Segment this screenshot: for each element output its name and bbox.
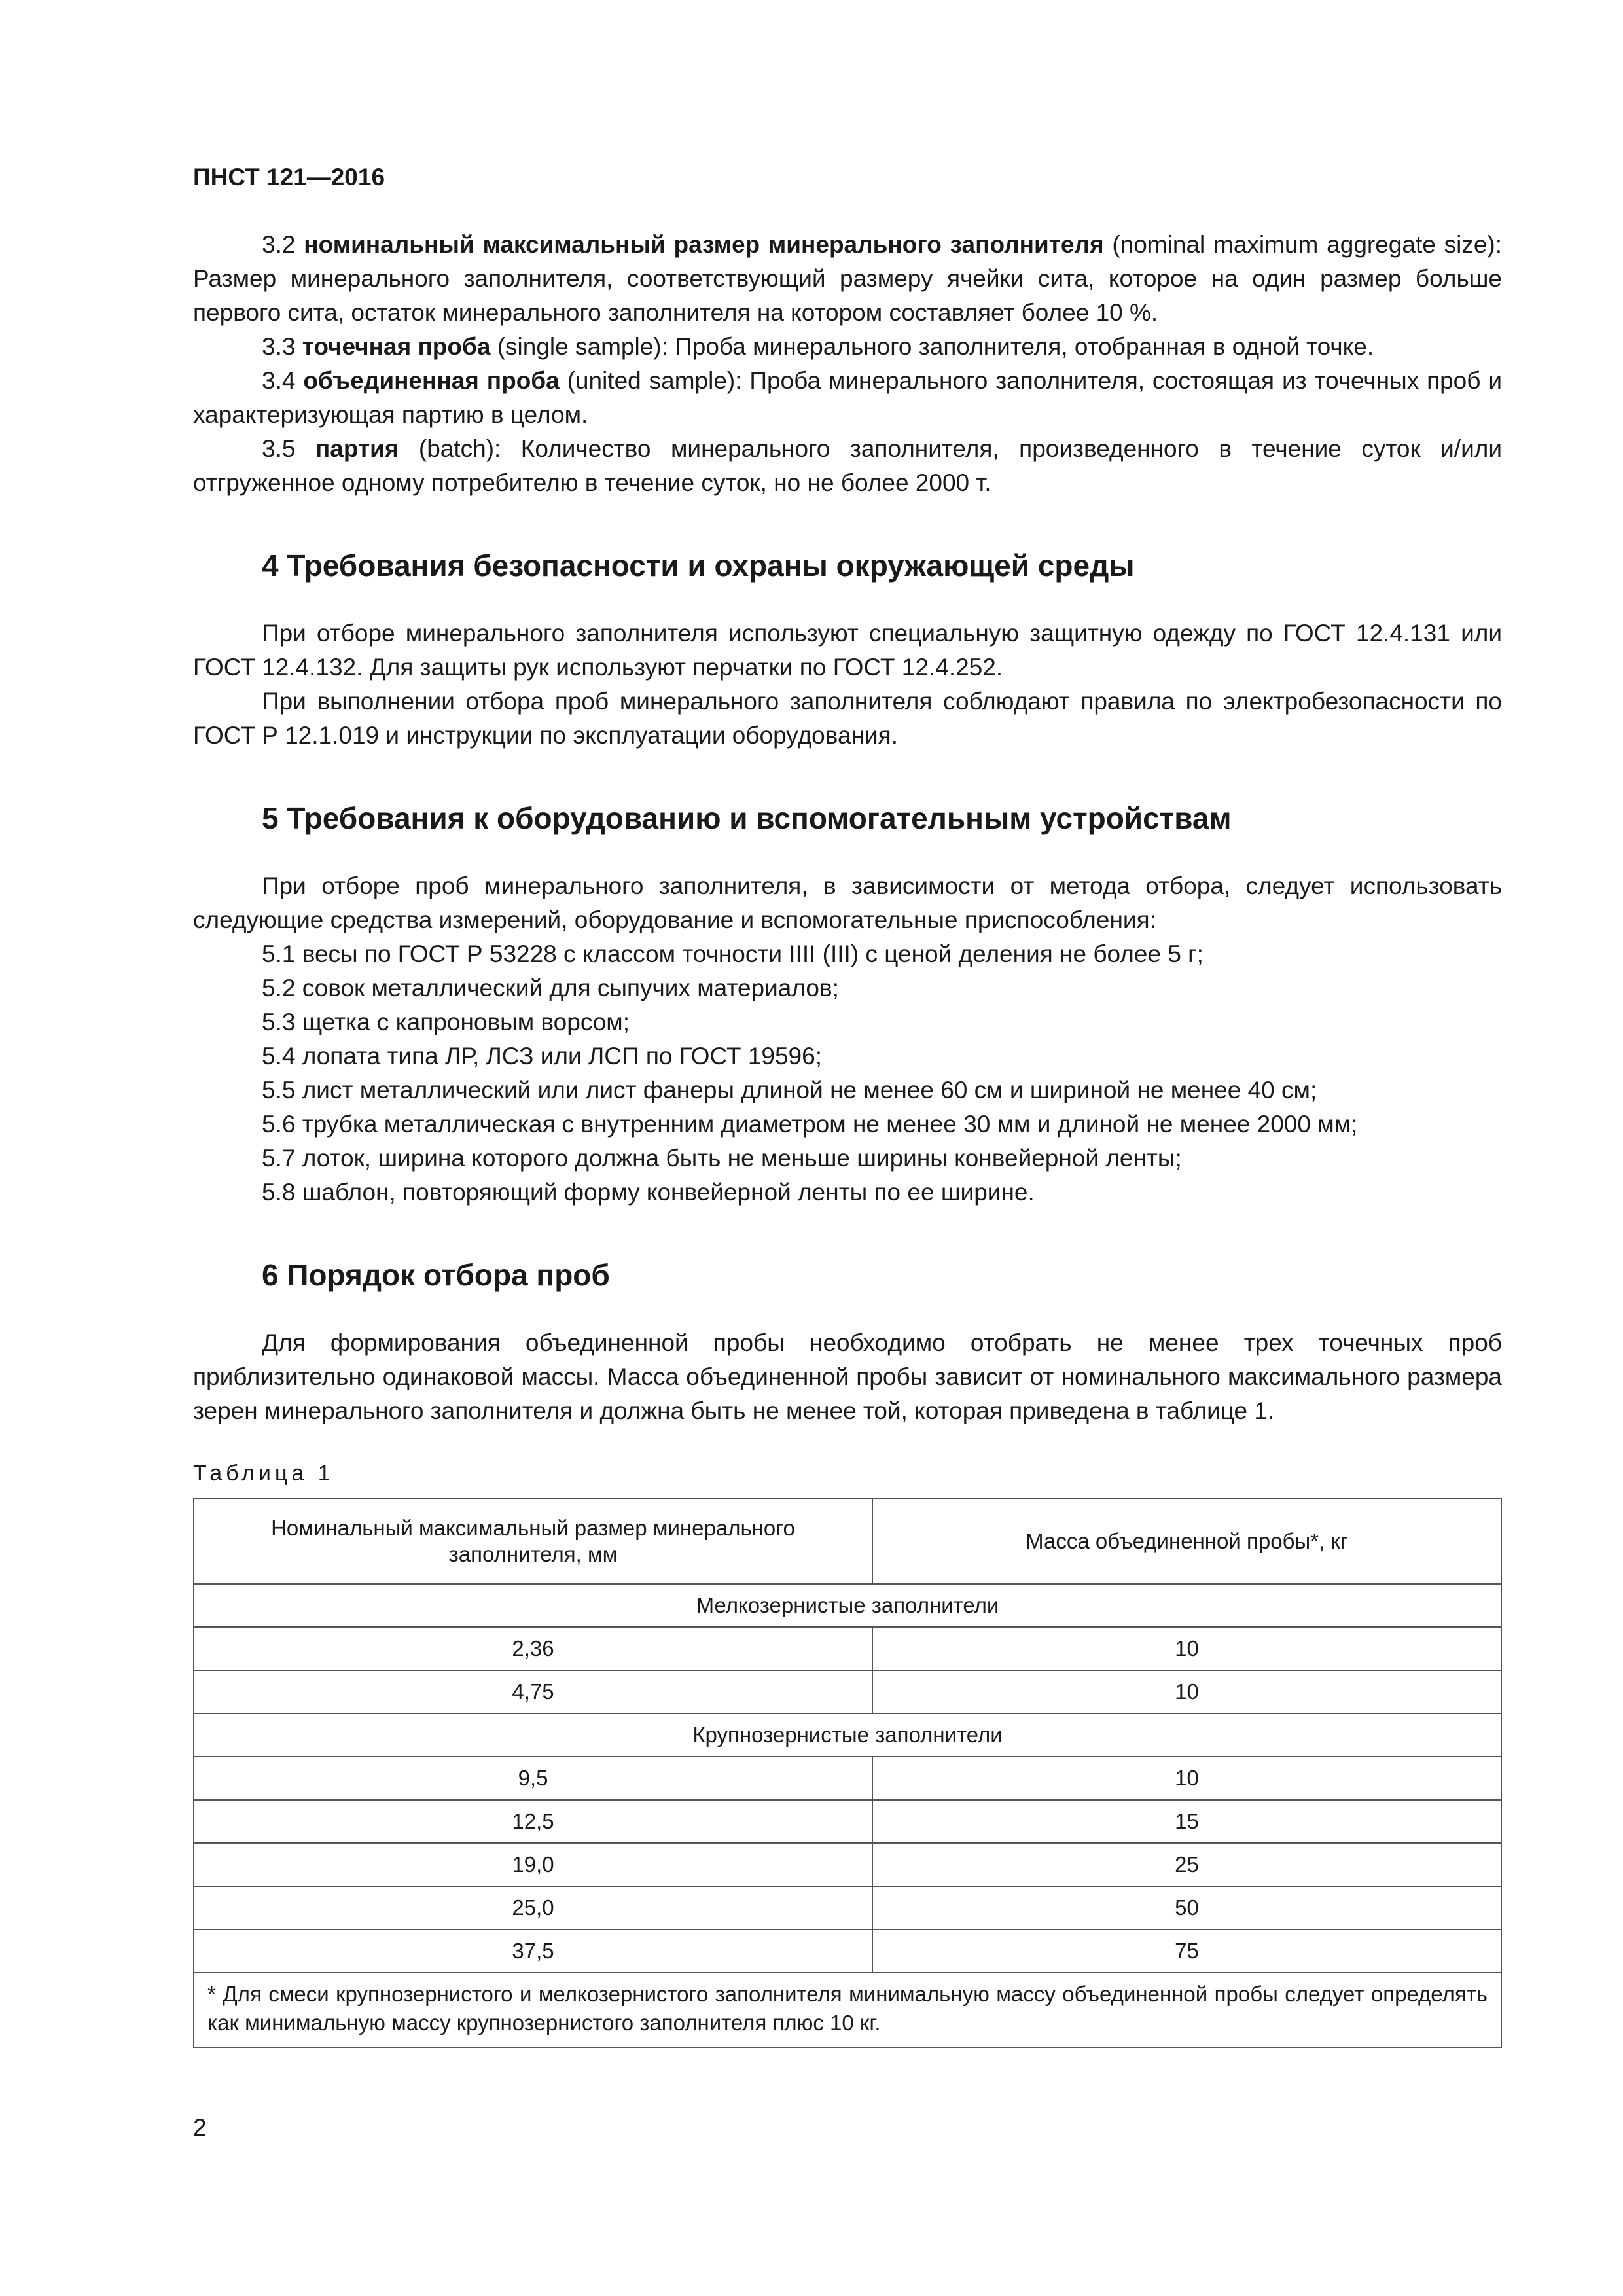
section-5-intro: При отборе проб минерального заполнителя, в зависимости от метода отбора, следует использовать следующие средства измерений, оборудование и вспомогательные приспособления: <box>193 872 1502 933</box>
page-content <box>193 228 1502 2048</box>
section-4-title: 4 Требования безопасности и охраны окружающей среды <box>262 548 1135 583</box>
list-item-5-7: 5.7 лоток, ширина которого должна быть не меньше ширины конвейерной ленты; <box>262 1145 1182 1172</box>
table-footnote: * Для смеси крупнозернистого и мелкозернистого заполнителя минимальную массу объединенной пробы следует определять как минимальную массу крупнозернистого заполнителя плюс 10 кг. <box>194 1973 1501 2047</box>
table-cell: 10 <box>872 1757 1501 1800</box>
table-group-label: Мелкозернистые заполнители <box>194 1584 1501 1627</box>
definition-3-4 <box>193 364 1502 432</box>
table-group-row <box>194 1584 1501 1627</box>
table-row <box>194 1627 1501 1670</box>
table-cell: 25,0 <box>194 1886 872 1929</box>
table-cell: 12,5 <box>194 1800 872 1843</box>
list-item-5-2: 5.2 совок металлический для сыпучих материалов; <box>262 975 839 1001</box>
page-number: 2 <box>193 2114 207 2141</box>
definition-text: (nominal maximum aggregate size): Размер минерального заполнителя, соответствующий размеру ячейки сита, которое на один размер больше первого сита, остаток минерального заполнителя на котором составляет более 10 %. <box>193 231 1502 326</box>
definition-text: (united sample): Проба минерального заполнителя, состоящая из точечных проб и характеризующая партию в целом. <box>193 367 1502 428</box>
table-header-row <box>194 1499 1501 1584</box>
table-row <box>194 1886 1501 1929</box>
table-group-row <box>194 1713 1501 1757</box>
definition-term: партия <box>315 435 399 462</box>
table-group-label: Крупнозернистые заполнители <box>194 1713 1501 1757</box>
sample-mass-table <box>193 1498 1502 2048</box>
table-header-cell: Номинальный максимальный размер минерального заполнителя, мм <box>194 1499 872 1584</box>
table-cell: 25 <box>872 1843 1501 1886</box>
list-item-5-5: 5.5 лист металлический или лист фанеры длиной не менее 60 см и шириной не менее 40 см; <box>262 1077 1317 1103</box>
table-cell: 4,75 <box>194 1670 872 1713</box>
table-cell: 15 <box>872 1800 1501 1843</box>
section-6-title: 6 Порядок отбора проб <box>262 1258 610 1292</box>
section-5-title: 5 Требования к оборудованию и вспомогательным устройствам <box>262 801 1232 835</box>
table-row <box>194 1670 1501 1713</box>
definition-text: (single sample): Проба минерального заполнителя, отобранная в одной точке. <box>490 333 1374 360</box>
list-item-5-6: 5.6 трубка металлическая с внутренним диаметром не менее 30 мм и длиной не менее 2000 мм; <box>262 1111 1358 1138</box>
table-row <box>194 1800 1501 1843</box>
table-cell: 10 <box>872 1627 1501 1670</box>
table-cell: 75 <box>872 1929 1501 1973</box>
document-code: ПНСТ 121—2016 <box>193 164 385 190</box>
definition-number: 3.5 <box>262 435 296 462</box>
table-caption: Таблица 1 <box>193 1461 334 1486</box>
definition-3-3 <box>193 330 1502 364</box>
table-header-cell: Масса объединенной пробы*, кг <box>872 1499 1501 1584</box>
definition-term: номинальный максимальный размер минерального заполнителя <box>304 231 1104 258</box>
table-cell: 37,5 <box>194 1929 872 1973</box>
table-row <box>194 1929 1501 1973</box>
definition-term: точечная проба <box>302 333 491 360</box>
list-item-5-8: 5.8 шаблон, повторяющий форму конвейерной ленты по ее ширине. <box>262 1179 1035 1206</box>
table-row <box>194 1757 1501 1800</box>
section-6-paragraph-1: Для формирования объединенной пробы необходимо отобрать не менее трех точечных проб приблизительно одинаковой массы. Масса объединенной пробы зависит от номинального максимального размера зерен минерального заполнителя и должна быть не менее той, которая приведена в таблице 1. <box>193 1329 1502 1424</box>
definition-number: 3.2 <box>262 231 296 258</box>
list-item-5-3: 5.3 щетка с капроновым ворсом; <box>262 1009 630 1035</box>
table-cell: 10 <box>872 1670 1501 1713</box>
table-cell: 19,0 <box>194 1843 872 1886</box>
definition-text: (batch): Количество минерального заполнителя, произведенного в течение суток и/или отгруженное одному потребителю в течение суток, но не более 2000 т. <box>193 435 1503 496</box>
definition-3-5 <box>193 432 1502 500</box>
table-cell: 2,36 <box>194 1627 872 1670</box>
definition-number: 3.4 <box>262 367 296 394</box>
section-4-paragraph-2: При выполнении отбора проб минерального заполнителя соблюдают правила по электробезопасности по ГОСТ Р 12.1.019 и инструкции по эксплуатации оборудования. <box>193 688 1502 749</box>
definition-3-2 <box>193 228 1502 330</box>
definition-number: 3.3 <box>262 333 296 360</box>
table-cell: 50 <box>872 1886 1501 1929</box>
table-row <box>194 1843 1501 1886</box>
list-item-5-4: 5.4 лопата типа ЛР, ЛСЗ или ЛСП по ГОСТ 19596; <box>262 1043 822 1069</box>
section-4-paragraph-1: При отборе минерального заполнителя используют специальную защитную одежду по ГОСТ 12.4.131 или ГОСТ 12.4.132. Для защиты рук используют перчатки по ГОСТ 12.4.252. <box>193 620 1502 681</box>
table-note-row <box>194 1973 1501 2047</box>
table-cell: 9,5 <box>194 1757 872 1800</box>
list-item-5-1: 5.1 весы по ГОСТ Р 53228 с классом точности IIII (III) с ценой деления не более 5 г; <box>262 941 1204 967</box>
definition-term: объединенная проба <box>303 367 560 394</box>
